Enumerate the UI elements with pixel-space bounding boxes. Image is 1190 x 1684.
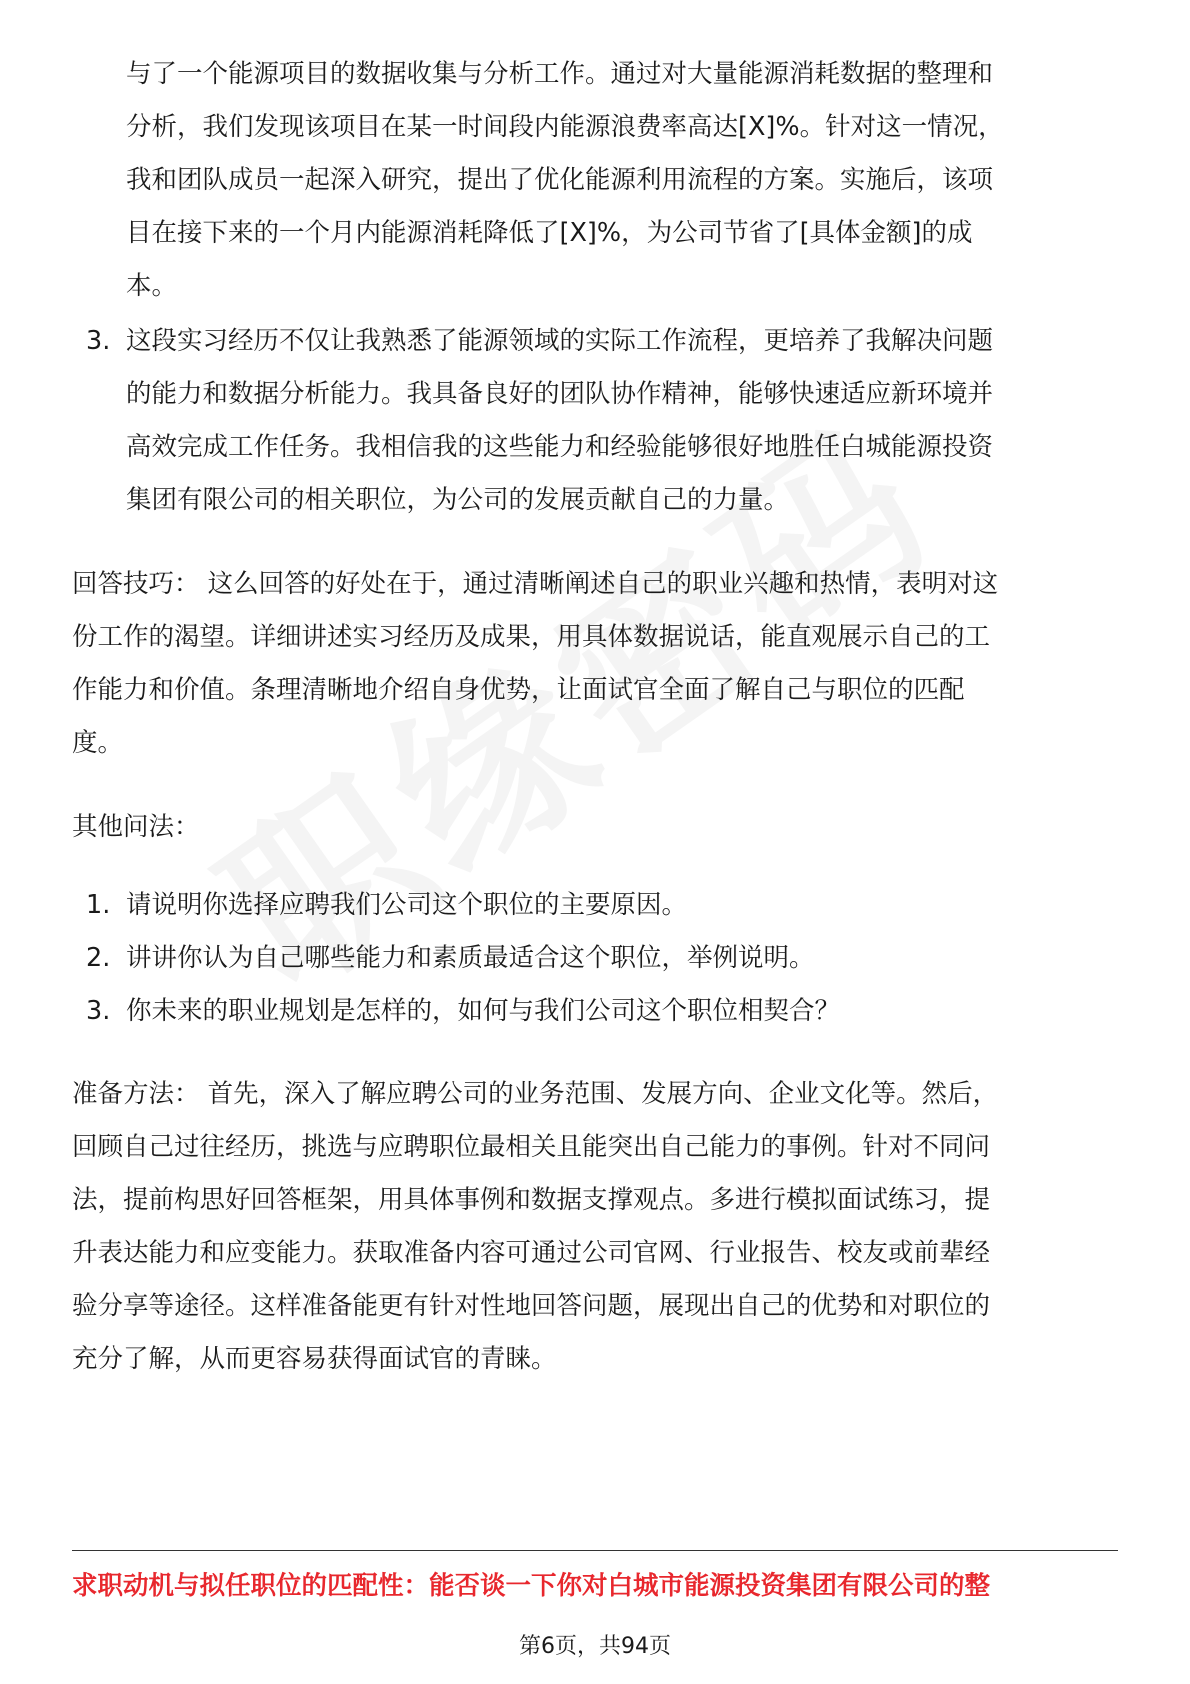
list-number: 1. (86, 890, 111, 920)
next-question-heading: 求职动机与拟任职位的匹配性：能否谈一下你对白城市能源投资集团有限公司的整 (72, 1571, 991, 1601)
preparation-line: 升表达能力和应变能力。获取准备内容可通过公司官网、行业报告、校友或前辈经 (72, 1238, 991, 1268)
list-number: 3. (86, 996, 111, 1026)
preparation-line: 验分享等途径。这样准备能更有针对性地回答问题，展现出自己的优势和对职位的 (72, 1291, 991, 1321)
list-item-line: 高效完成工作任务。我相信我的这些能力和经验能够很好地胜任白城能源投资 (126, 432, 994, 462)
tips-line: 作能力和价值。条理清晰地介绍自身优势，让面试官全面了解自己与职位的匹配 (72, 675, 965, 705)
tips-line: 回答技巧： 这么回答的好处在于，通过清晰阐述自己的职业兴趣和热情，表明对这 (72, 569, 999, 599)
page-number: 第6页，共94页 (519, 1634, 671, 1659)
list-item-line: 的能力和数据分析能力。我具备良好的团队协作精神，能够快速适应新环境并 (126, 379, 994, 409)
tips-line: 份工作的渴望。详细讲述实习经历及成果，用具体数据说话，能直观展示自己的工 (72, 622, 991, 652)
list-item-line: 集团有限公司的相关职位，为公司的发展贡献自己的力量。 (126, 485, 790, 515)
tips-line: 度。 (72, 728, 124, 758)
list-number: 3. (86, 326, 111, 356)
list-number: 2. (86, 943, 111, 973)
continuation-line: 与了一个能源项目的数据收集与分析工作。通过对大量能源消耗数据的整理和 (126, 59, 994, 89)
other-questions-heading: 其他问法： (72, 812, 200, 842)
list-item-line: 这段实习经历不仅让我熟悉了能源领域的实际工作流程，更培养了我解决问题 (126, 326, 994, 356)
continuation-line: 我和团队成员一起深入研究，提出了优化能源利用流程的方案。实施后，该项 (126, 165, 994, 195)
divider (72, 1550, 1118, 1551)
preparation-line: 充分了解，从而更容易获得面试官的青睐。 (72, 1344, 557, 1374)
continuation-line: 目在接下来的一个月内能源消耗降低了[X]%，为公司节省了[具体金额]的成 (126, 218, 973, 248)
other-question-item: 你未来的职业规划是怎样的，如何与我们公司这个职位相契合？ (126, 996, 841, 1026)
preparation-line: 准备方法： 首先，深入了解应聘公司的业务范围、发展方向、企业文化等。然后， (72, 1079, 999, 1109)
continuation-line: 本。 (126, 271, 178, 301)
other-question-item: 请说明你选择应聘我们公司这个职位的主要原因。 (126, 890, 688, 920)
continuation-line: 分析，我们发现该项目在某一时间段内能源浪费率高达[X]%。针对这一情况， (126, 112, 1004, 142)
other-question-item: 讲讲你认为自己哪些能力和素质最适合这个职位，举例说明。 (126, 943, 815, 973)
preparation-line: 回顾自己过往经历，挑选与应聘职位最相关且能突出自己能力的事例。针对不同问 (72, 1132, 991, 1162)
preparation-line: 法，提前构思好回答框架，用具体事例和数据支撑观点。多进行模拟面试练习，提 (72, 1185, 991, 1215)
